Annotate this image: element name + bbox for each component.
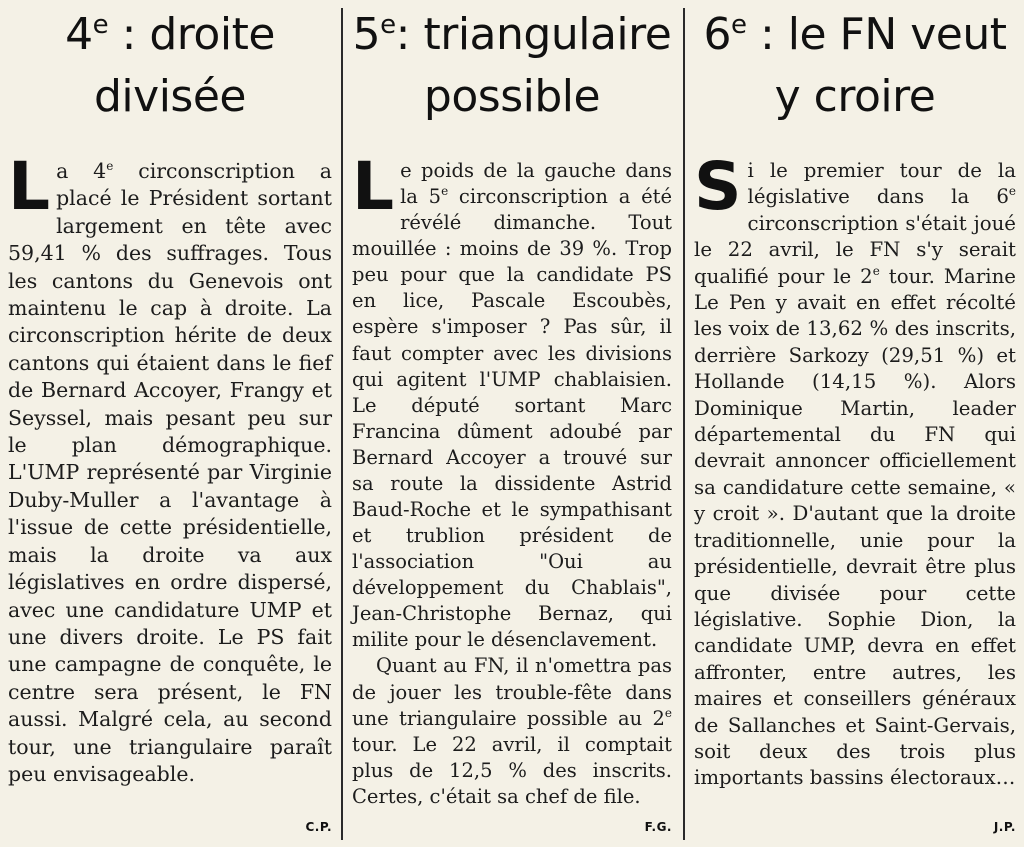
author-signature: C.P. [305,820,332,834]
headline-text: : droite divisée [94,9,275,122]
headline-number: 6 [703,9,731,60]
headline-text: : triangulaire possible [395,9,672,122]
headline-text: : le FN veut y croire [746,9,1007,122]
paragraph-text: circonscription a été révélé dimanche. Tout mouillée : moins de 39 %. Trop peu pour que la candidate PS en lice, Pascale Escoubès, espère s'imposer ? Pas sûr, il faut compter avec les divisions qui agitent l'UMP chablaisien. Le député sortant Marc Francina dûment adoubé par Bernard Accoyer a trouvé sur sa route la dissidente Astrid Baud-Roche et le sympathisant et trublion président de l'association "Oui au développement du Chablais", Jean-Christophe Bernaz, qui milite pour le désenclavement. [352,185,672,652]
article-body [8,148,333,788]
article-headline [694,4,1016,136]
article-column-4th-circonscription [8,0,332,847]
drop-cap: S [694,148,742,225]
column-divider [341,8,343,840]
paragraph-text: tour. Marine Le Pen y avait en effet récolté les voix de 13,62 % des inscrits, derrière Sarkozy (29,51 %) et Hollande (14,15 %). Alors Dominique Martin, leader départemental du FN qui devrait annoncer officiellement sa candidature cette semaine, « y croit ». D'autant que la droite traditionnelle, unie pour la présidentielle, devrait être plus que divisée pour cette législative. Sophie Dion, la candidate UMP, devra en effet affronter, entre autres, les maires et conseillers généraux de Sallanches et Saint-Gervais, soit deux des trois plus importants bassins électoraux… [694,264,1016,790]
article-headline [352,4,672,136]
author-signature: J.P. [993,820,1016,834]
article-paragraph [694,148,1016,792]
author-signature: F.G. [644,820,672,834]
headline-superscript: e [730,10,747,40]
headline-number: 4 [65,9,93,60]
ordinal-superscript: e [106,159,114,173]
ordinal-superscript: e [872,263,880,278]
ordinal-superscript: e [441,184,449,199]
article-body [694,148,1016,792]
paragraph-text: i le premier tour de la législative dans la 6 [747,159,1016,209]
headline-superscript: e [92,10,109,40]
article-paragraph [352,653,672,809]
drop-cap: L [8,148,51,225]
drop-cap: L [352,148,395,225]
column-divider [683,8,685,840]
paragraph-text: e poids de la gauche dans la 5 [400,159,672,209]
headline-superscript: e [380,10,396,40]
ordinal-superscript: e [1008,184,1016,199]
paragraph-text: a 4 [56,159,107,183]
paragraph-text: circonscription a placé le Président sortant largement en tête avec 59,41 % des suffrages. Tous les cantons du Genevois ont maintenu le cap à droite. La circonscription hérite de deux cantons qui étaient dans le fief de Bernard Accoyer, Frangy et Seyssel, mais pesant peu sur le plan démographique. L'UMP représenté par Virginie Duby-Muller a l'avantage à l'issue de cette présidentielle, mais la droite va aux législatives en ordre dispersé, avec une candidature UMP et une divers droite. Le PS fait une campagne de conquête, le centre sera présent, le FN aussi. Malgré cela, au second tour, une triangulaire paraît peu envisageable. [8,159,333,786]
headline-number: 5 [352,9,381,60]
paragraph-text: circonscription s'était joué le 22 avril, le FN s'y serait qualifié pour le 2 [694,211,1016,288]
article-body [352,148,672,810]
article-column-6th-circonscription [694,0,1016,847]
ordinal-superscript: e [664,705,672,720]
paragraph-text: Quant au FN, il n'omettra pas de jouer les trouble-fête dans une triangulaire possible au 2 [352,654,672,730]
article-column-5th-circonscription [352,0,672,847]
article-paragraph [352,148,672,653]
article-headline [8,4,332,136]
paragraph-text: tour. Le 22 avril, il comptait plus de 12,5 % des inscrits. Certes, c'était sa chef de file. [352,732,672,808]
article-paragraph [8,148,333,788]
